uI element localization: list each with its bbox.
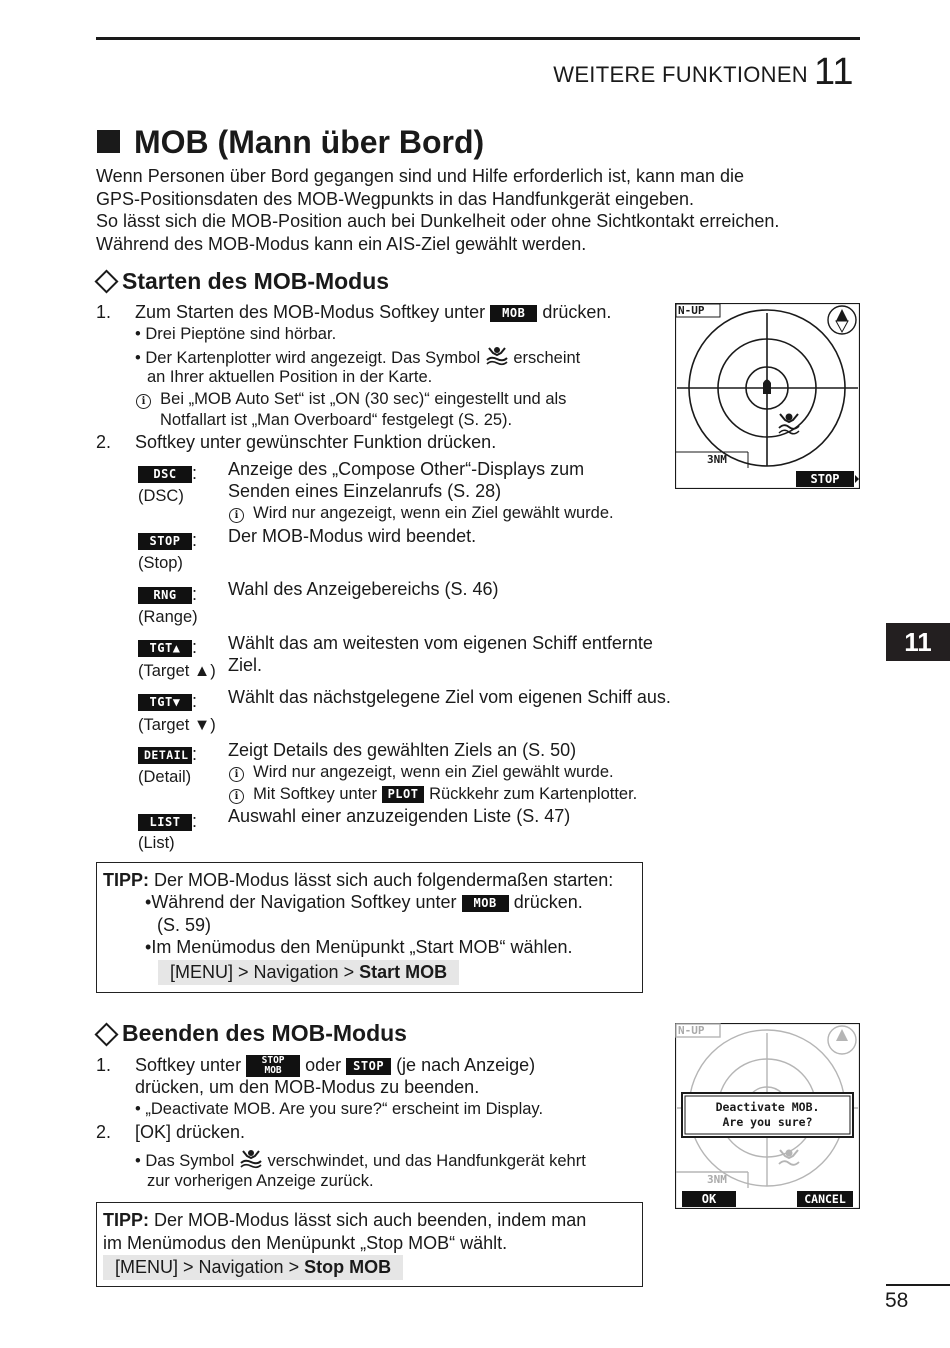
information-icon: i [229, 789, 244, 804]
screen-mode-label: N-UP [678, 304, 705, 317]
rng-softkey: RNG [138, 587, 192, 604]
dsc-softkey-row: DSC : [138, 462, 197, 484]
step-number: 1. [96, 302, 112, 322]
page-number: 58 [885, 1289, 909, 1312]
stop-step-1-line2: drücken, um den MOB-Modus zu beenden. [135, 1077, 480, 1097]
stop-desc: Der MOB-Modus wird beendet. [228, 526, 477, 546]
target-up-softkey: TGT▲ [138, 640, 192, 657]
screen-mode-label: N-UP [678, 1024, 705, 1037]
tgt-up-label: (Target ▲) [138, 662, 216, 680]
stop-softkey: STOP [346, 1058, 391, 1075]
detail-label: (Detail) [138, 768, 192, 786]
dsc-desc-2: Senden eines Einzelanrufs (S. 28) [228, 481, 502, 501]
screen-stop-softkey[interactable]: STOP [810, 472, 840, 486]
step-2-text: Softkey unter gewünschter Funktion drücken. [135, 432, 497, 452]
bullet-deactivate: • „Deactivate MOB. Are you sure?“ erscheint im Display. [135, 1100, 544, 1118]
stop-softkey-row: STOP : [138, 529, 197, 551]
cancel-softkey[interactable]: CANCEL [804, 1192, 846, 1206]
detail-note-1: i Wird nur angezeigt, wenn ein Ziel gewählt wurde. [229, 762, 614, 783]
page-title: MOB (Mann über Bord) [134, 124, 485, 160]
stop-step-2-text: [OK] drücken. [135, 1122, 246, 1142]
tip-text: TIPP: Der MOB-Modus lässt sich auch folgendermaßen starten: [103, 870, 614, 890]
header-chapter-number: 11 [814, 51, 854, 93]
information-icon: i [229, 508, 244, 523]
tip-box-start [96, 862, 643, 993]
step-number: 2. [96, 432, 112, 452]
list-desc: Auswahl einer anzuzeigenden Liste (S. 47) [228, 806, 571, 826]
header-rule [96, 37, 860, 40]
stop-mob-softkey: STOP MOB [246, 1055, 300, 1077]
mob-softkey: MOB [462, 895, 509, 912]
plotter-chart [675, 303, 860, 489]
step-1-pre: Zum Starten des MOB-Modus Softkey unter [135, 302, 486, 322]
tip-bullet-2: •Im Menümodus den Menüpunkt „Start MOB“ wählen. [145, 937, 573, 957]
tgt-up-desc-2: Ziel. [228, 655, 263, 675]
mob-person-icon [485, 346, 509, 366]
tgt-down-softkey-row: TGT▼ : [138, 690, 197, 712]
intro-line-4: Während des MOB-Modus kann ein AIS-Ziel gewählt werden. [96, 234, 587, 254]
stop-label: (Stop) [138, 554, 183, 572]
tgt-up-desc-1: Wählt das am weitesten vom eigenen Schiff entfernte [228, 633, 653, 653]
diamond-outline-icon [94, 1022, 118, 1046]
dialog-line-2: Are you sure? [722, 1115, 813, 1129]
deactivate-screen [675, 1023, 860, 1209]
section-heading-stop: Beenden des MOB-Modus [122, 1020, 407, 1046]
stop-softkey: STOP [138, 533, 192, 550]
tip-bullet-1: •Während der Navigation Softkey unter MOB drücken. [145, 892, 583, 912]
dsc-note: i Wird nur angezeigt, wenn ein Ziel gewählt wurde. [229, 503, 614, 524]
footer-rule [886, 1284, 950, 1286]
section-square-icon [97, 130, 120, 153]
note-auto-set: i Bei „MOB Auto Set“ ist „ON (30 sec)“ eingestellt und als [136, 389, 566, 410]
step-1-text [135, 301, 611, 323]
menu-path-start: [MENU] > Navigation > Start MOB [158, 960, 459, 985]
bullet-symbol-line2: zur vorherigen Anzeige zurück. [147, 1172, 374, 1190]
mob-person-icon [239, 1149, 263, 1169]
section-heading-start: Starten des MOB-Modus [122, 268, 390, 294]
intro-line-1: Wenn Personen über Bord gegangen sind und Hilfe erforderlich ist, kann man die [96, 166, 745, 186]
rng-softkey-row: RNG : [138, 583, 197, 605]
tip-label: TIPP: [103, 1210, 150, 1230]
tip-bullet-1-line2: (S. 59) [157, 915, 212, 935]
menu-path-stop: [MENU] > Navigation > Stop MOB [103, 1255, 403, 1280]
tip-text: TIPP: Der MOB-Modus lässt sich auch beenden, indem man [103, 1210, 587, 1230]
chapter-side-tab: 11 [886, 623, 950, 661]
rng-label: (Range) [138, 608, 198, 626]
dialog-line-1: Deactivate MOB. [715, 1100, 820, 1114]
list-softkey: LIST [138, 814, 192, 831]
detail-softkey-row: DETAIL : [138, 743, 197, 765]
step-number: 2. [96, 1122, 112, 1142]
target-down-softkey: TGT▼ [138, 694, 192, 711]
bullet-plotter: • Der Kartenplotter wird angezeigt. Das Symbol erscheint [135, 346, 580, 369]
tgt-down-label: (Target ▼) [138, 716, 216, 734]
stop-step-1-text: Softkey unter STOP MOB oder STOP (je nach Anzeige) [135, 1055, 536, 1076]
tgt-up-softkey-row: TGT▲ : [138, 636, 197, 658]
ok-softkey[interactable]: OK [701, 1192, 717, 1206]
rng-desc: Wahl des Anzeigebereichs (S. 46) [228, 579, 499, 599]
dsc-label: (DSC) [138, 487, 184, 505]
detail-desc: Zeigt Details des gewählten Ziels an (S. 50) [228, 740, 577, 760]
note-auto-set-line2: Notfallart ist „Man Overboard“ festgelegt (S. 25). [160, 411, 513, 429]
header-section-title: WEITERE FUNKTIONEN [553, 62, 808, 87]
diamond-outline-icon [94, 269, 118, 293]
intro-line-3: So lässt sich die MOB-Position auch bei Dunkelheit oder ohne Sichtkontakt erreichen. [96, 211, 780, 231]
bullet-symbol-disappears: • Das Symbol verschwindet, und das Handfunkgerät kehrt [135, 1149, 586, 1172]
tgt-down-desc: Wählt das nächstgelegene Ziel vom eigenen Schiff aus. [228, 687, 671, 707]
dsc-softkey: DSC [138, 466, 192, 483]
step-1-post: drücken. [542, 302, 612, 322]
step-number: 1. [96, 1055, 112, 1075]
information-icon: i [136, 394, 151, 409]
screen-range-label: 3NM [707, 1173, 727, 1186]
detail-note-2: i Mit Softkey unter PLOT Rückkehr zum Kartenplotter. [229, 784, 637, 805]
plotter-screen [675, 303, 860, 489]
detail-softkey: DETAIL [138, 747, 192, 764]
list-label: (List) [138, 834, 175, 852]
information-icon: i [229, 767, 244, 782]
tip-text-line2: im Menümodus den Menüpunkt „Stop MOB“ wählt. [103, 1233, 508, 1253]
dsc-desc-1: Anzeige des „Compose Other“-Displays zum [228, 459, 585, 479]
screen-range-label: 3NM [707, 453, 727, 466]
tip-box-stop [96, 1202, 643, 1287]
bullet-beeps: • Drei Pieptöne sind hörbar. [135, 325, 337, 343]
plot-softkey: PLOT [382, 786, 425, 803]
list-softkey-row: LIST : [138, 810, 197, 832]
mob-softkey: MOB [490, 305, 537, 322]
bullet-plotter-line2: an Ihrer aktuellen Position in der Karte. [147, 368, 433, 386]
intro-line-2: GPS-Positionsdaten des MOB-Wegpunkts in das Handfunkgerät eingeben. [96, 189, 695, 209]
tip-label: TIPP: [103, 870, 150, 890]
